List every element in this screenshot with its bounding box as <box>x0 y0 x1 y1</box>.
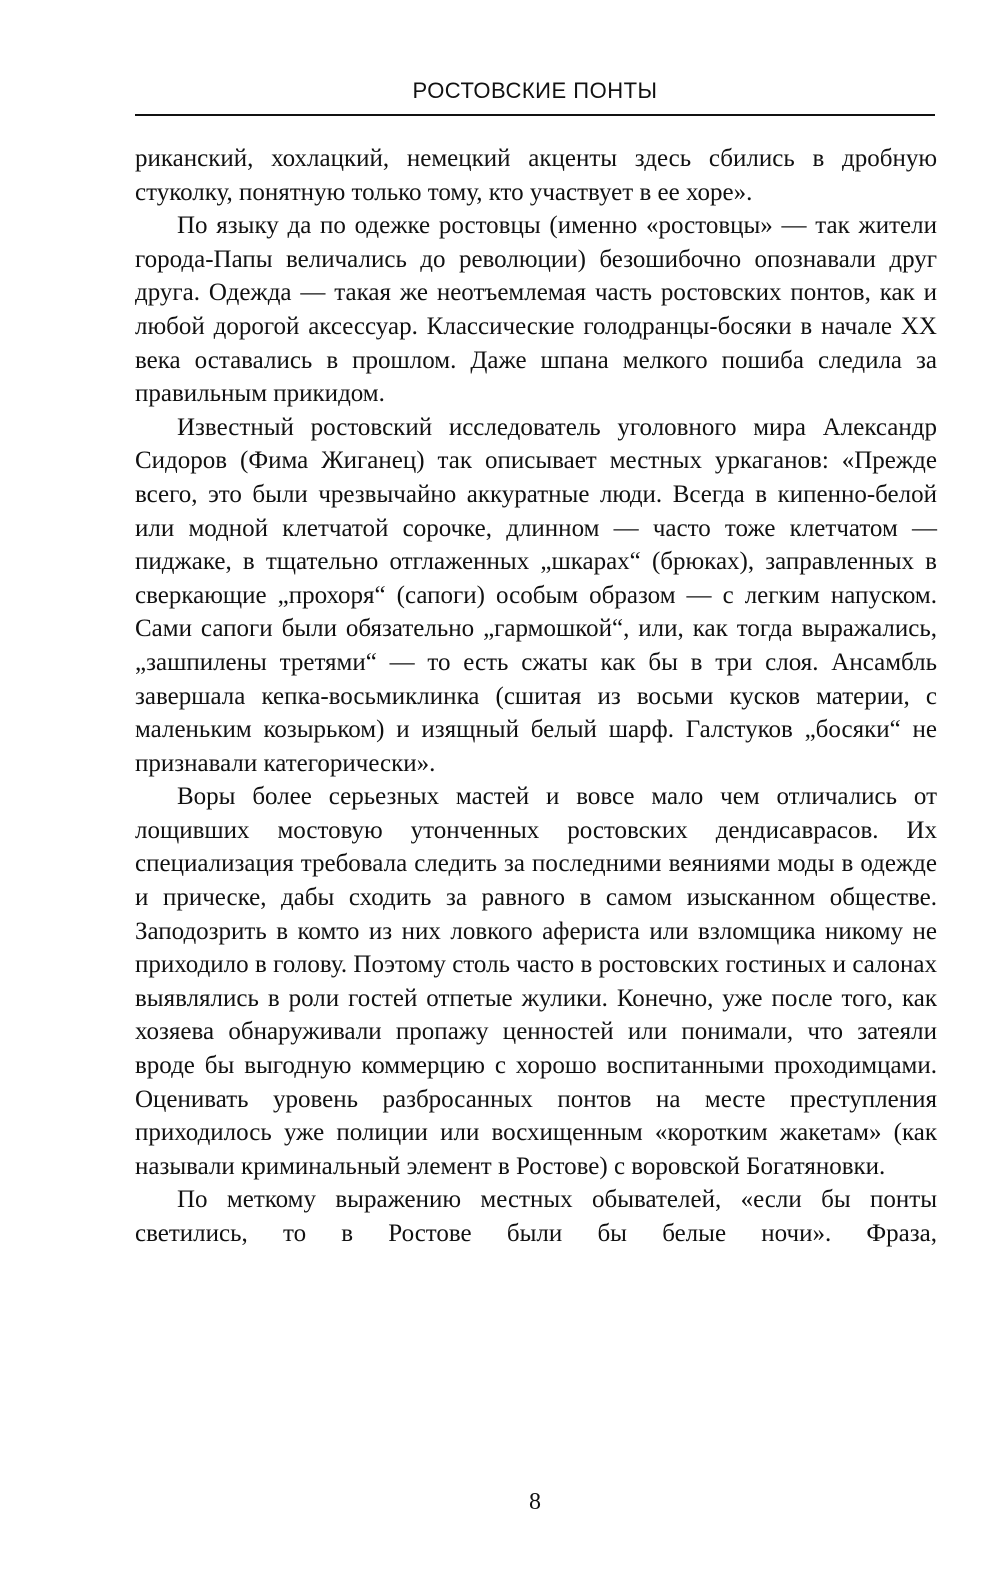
paragraph-1: риканский, хохлацкий, немецкий акценты здесь сбились в дробную стуколку, понятную только тому, кто участвует в ее хоре». <box>135 145 937 206</box>
body-text <box>135 142 937 1251</box>
paragraph-3: Известный ростовский исследователь уголовного мира Александр Сидоров (Фима Жиганец) так описывает местных уркаганов: «Прежде всего, это были чрезвычайно аккуратные люди. Всегда в кипенно-белой или модной клетчатой сорочке, длинном — часто тоже клетчатом — пиджаке, в тщательно отглаженных „шкарах“ (брюках), заправленных в сверкающие „прохоря“ (сапоги) особым образом — с легким напуском. Сами сапоги были обязательно „гармошкой“, или, как тогда выражались, „зашпилены третями“ — то есть сжаты как бы в три слоя. Ансамбль завершала кепка-восьмиклинка (сшитая из восьми кусков материи, с маленьким козырьком) и изящный белый шарф. Галстуков „босяки“ не признавали категорически». <box>135 413 937 777</box>
paragraph-4: Воры более серьезных мастей и вовсе мало чем отличались от лощивших мостовую утонченных ростовских дендисаврасов. Их специализация требовала следить за последними веяниями моды в одежде и прическе, дабы сходить за равного в самом изысканном обществе. Заподозрить в комто из них ловкого афериста или взломщика никому не приходило в голову. Поэтому столь часто в ростовских гостиных и салонах выявлялись в роли гостей отпетые жулики. Конечно, уже после того, как хозяева обнаруживали пропажу ценностей или понимали, что затеяли вроде бы выгодную коммерцию с хорошо воспитанными проходимцами. Оценивать уровень разбросанных понтов на месте преступления приходилось уже полиции или восхищенным «коротким жакетам» (как называли криминальный элемент в Ростове) с воровской Богатяновки. <box>135 783 937 1180</box>
paragraph-5: По меткому выражению местных обывателей, «если бы понты светились, то в Ростове были бы белые ночи». Фраза, <box>135 1186 937 1247</box>
header-rule <box>135 114 935 116</box>
page-number: 8 <box>529 1489 541 1515</box>
running-title: РОСТОВСКИЕ ПОНТЫ <box>412 78 658 103</box>
paragraph-2: По языку да по одежке ростовцы (именно «ростовцы» — так жители города-Папы величались до революции) безошибочно опознавали друг друга. Одежда — такая же неотъемлемая часть ростовских понтов, как и любой дорогой аксессуар. Классические голодранцы-босяки в начале XX века оставались в прошлом. Даже шпана мелкого пошиба следила за правильным прикидом. <box>135 212 937 408</box>
